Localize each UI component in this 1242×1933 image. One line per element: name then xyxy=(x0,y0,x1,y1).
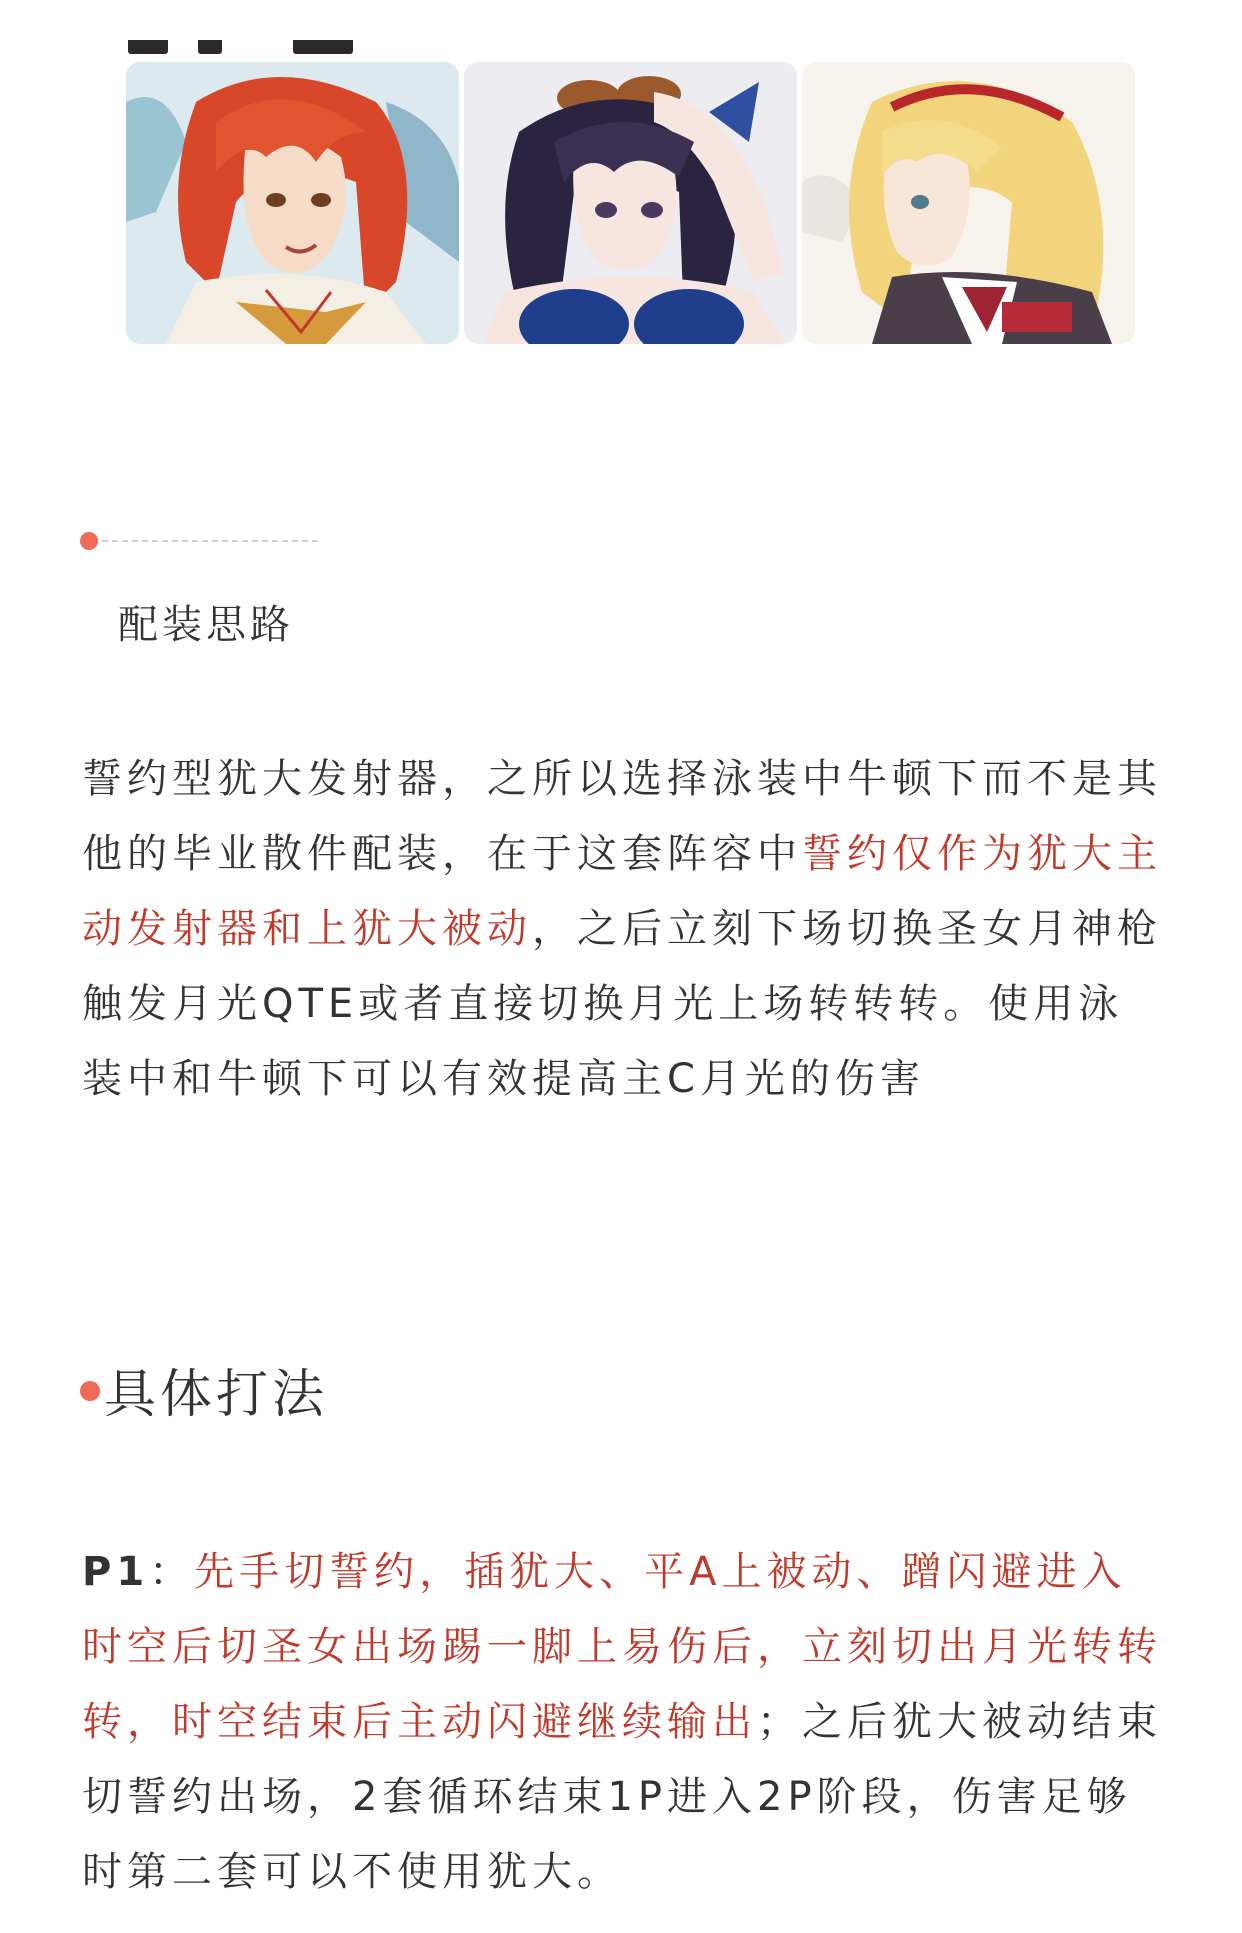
phase-one-paragraph xyxy=(82,1535,1162,1910)
section-dot-icon xyxy=(80,532,98,550)
red-haired-character-portrait xyxy=(126,62,459,344)
label-colon: ： xyxy=(149,1549,195,1595)
section-divider xyxy=(80,532,320,550)
highlighted-text: 先手切誓约，插犹大、平A上被动、蹭闪避进入时空后切圣女出场踢一脚上易伤后，立刻切出月光转转转，时空结束后主动闪避继续输出 xyxy=(82,1549,1162,1745)
cropped-text-fragment xyxy=(198,40,222,54)
section-title: 配装思路 xyxy=(118,602,294,648)
heading-dot-icon xyxy=(80,1381,100,1401)
blonde-character-portrait xyxy=(802,62,1135,344)
phase-label: P1 xyxy=(82,1549,150,1595)
dark-haired-character-portrait xyxy=(464,62,797,344)
cropped-text-fragment xyxy=(293,40,353,54)
character-portrait-strip xyxy=(118,40,1124,356)
cropped-text-fragment xyxy=(128,40,168,54)
highlighted-text: 誓约仅作为犹大主动发射器和上犹大被动 xyxy=(82,831,1162,952)
paragraph-text: ，之后立刻下场切换圣女月神枪触发月光QTE或者直接切换月光上场转转转。使用泳装中和牛顿下可以有效提高主C月光的伤害 xyxy=(82,906,1162,1102)
paragraph-text: 誓约型犹大发射器，之所以选择泳装中牛顿下而不是其他的毕业散件配装，在于这套阵容中 xyxy=(82,756,1162,877)
build-rationale-paragraph xyxy=(82,742,1162,1117)
heading-text: 具体打法 xyxy=(104,1365,329,1425)
dashed-divider-line xyxy=(102,540,318,542)
paragraph-text: ；之后犹大被动结束切誓约出场，2套循环结束1P进入2P阶段，伤害足够时第二套可以不使用犹大。 xyxy=(82,1699,1162,1895)
